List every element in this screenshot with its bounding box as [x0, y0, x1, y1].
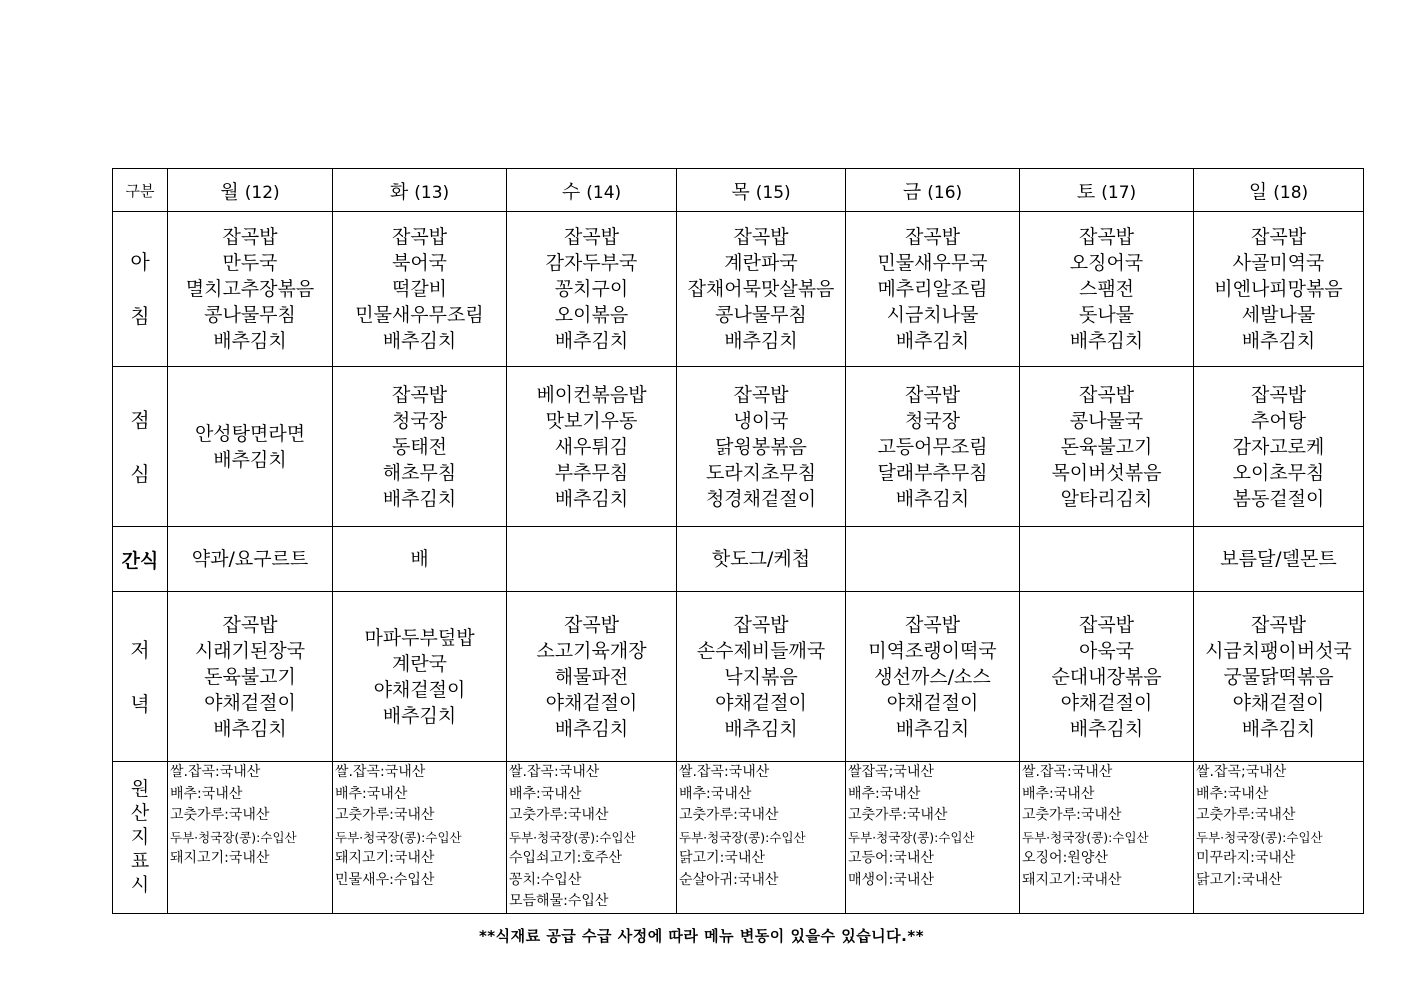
menu-item: 배추김치 [895, 330, 970, 352]
origin-entry: 매생이:국내산 [848, 871, 934, 888]
origin-entry: 닭고기:국내산 [1196, 871, 1282, 888]
origin-entry: 배추:국내산 [848, 785, 921, 802]
day-name: 화 [389, 180, 409, 203]
header-day-mon [168, 169, 333, 212]
menu-item: 손수제비들깨국 [696, 639, 826, 662]
menu-item: 청경채겉절이 [705, 487, 817, 510]
origin-entry: 수입쇠고기:호주산 [509, 850, 622, 866]
menu-item: 봄동겉절이 [1232, 487, 1325, 510]
origin-entry: 쌀.잡곡:국내산 [1022, 764, 1113, 780]
lunch-cell-wed [507, 367, 677, 527]
origin-cell-tue [333, 762, 507, 914]
menu-item: 새우튀김 [554, 435, 629, 458]
menu-item: 메추리알조림 [877, 278, 988, 300]
day-name: 금 [902, 180, 922, 203]
label-char: 침 [130, 304, 150, 328]
breakfast-cell-fri [846, 212, 1020, 367]
menu-item: 오이볶음 [554, 304, 629, 326]
dinner-cell-sat [1020, 592, 1194, 762]
menu-item: 배추김치 [554, 717, 629, 740]
day-date: (15) [755, 182, 791, 203]
menu-item: 마파두부덮밥 [364, 626, 475, 649]
lunch-cell-mon [168, 367, 333, 527]
menu-item: 배추김치 [895, 717, 970, 740]
menu-item: 시래기된장국 [194, 639, 306, 662]
header-row [113, 169, 1364, 212]
menu-item: 계란국 [391, 652, 448, 675]
origin-entry: 두부·청국장(콩):수입산 [679, 829, 806, 845]
label-char: 시 [130, 874, 150, 897]
origin-entry: 고춧가루:국내산 [1196, 807, 1296, 823]
breakfast-cell-tue [333, 212, 507, 367]
menu-item: 베이컨볶음밥 [536, 383, 647, 406]
header-day-sun [1194, 169, 1364, 212]
origin-entry: 두부·청국장(콩):수입산 [848, 829, 975, 845]
menu-item: 오이초무침 [1232, 461, 1325, 484]
origin-label [113, 762, 168, 914]
menu-item: 잡곡밥 [222, 613, 278, 636]
menu-item: 배추김치 [1069, 330, 1144, 352]
menu-item: 생선까스/소스 [874, 665, 991, 688]
breakfast-cell-sun [1194, 212, 1364, 367]
menu-item: 배추김치 [724, 717, 798, 740]
menu-item: 아욱국 [1078, 639, 1135, 662]
menu-item: 배추김치 [1069, 717, 1144, 740]
origin-entry: 쌀.잡곡:국내산 [170, 764, 261, 780]
menu-item: 부추무침 [554, 461, 629, 484]
snack-cell-sun: 보름달/델몬트 [1194, 527, 1364, 592]
lunch-label [113, 367, 168, 527]
menu-item: 배추김치 [895, 487, 970, 510]
day-name: 월 [220, 180, 239, 203]
origin-entry: 두부·청국장(콩):수입산 [1196, 829, 1323, 845]
breakfast-label [113, 212, 168, 367]
label-char: 아 [130, 250, 150, 274]
menu-item: 콩나물무침 [204, 304, 296, 326]
menu-item: 배추김치 [382, 487, 457, 510]
dinner-row [113, 592, 1364, 762]
menu-item: 청국장 [904, 409, 961, 432]
menu-item: 잡곡밥 [904, 383, 961, 406]
origin-entry: 두부·청국장(콩):수입산 [1022, 829, 1149, 845]
menu-item: 야채겉절이 [715, 691, 807, 714]
menu-item: 배추김치 [554, 487, 629, 510]
menu-item: 멸치고추장볶음 [185, 278, 315, 300]
menu-item: 시금치팽이버섯국 [1205, 639, 1352, 662]
origin-entry: 닭고기:국내산 [679, 850, 765, 866]
menu-item: 잡곡밥 [391, 226, 448, 248]
menu-item: 세발나물 [1241, 304, 1316, 326]
origin-entry: 모듬해물:수입산 [509, 893, 609, 909]
label-char: 원 [130, 778, 150, 801]
day-date: (17) [1101, 182, 1137, 203]
menu-item: 야채겉절이 [886, 691, 979, 714]
menu-item: 사골미역국 [1232, 252, 1325, 274]
origin-entry: 배추:국내산 [335, 785, 408, 802]
header-day-tue [333, 169, 507, 212]
snack-row [113, 527, 1364, 592]
origin-entry: 쌀.잡곡:국내산 [335, 764, 426, 780]
label-char: 녁 [130, 691, 150, 716]
origin-entry: 미꾸라지:국내산 [1196, 850, 1296, 866]
dinner-label [113, 592, 168, 762]
menu-item: 잡채어묵맛살볶음 [687, 278, 835, 300]
day-name: 토 [1076, 180, 1096, 203]
dinner-cell-mon [168, 592, 333, 762]
day-date: (14) [586, 182, 622, 203]
menu-item: 북어국 [391, 252, 448, 274]
day-date: (16) [927, 182, 963, 203]
menu-item: 해초무침 [382, 461, 457, 484]
dinner-cell-tue [333, 592, 507, 762]
lunch-cell-fri [846, 367, 1020, 527]
menu-item: 배추김치 [213, 448, 287, 471]
menu-item: 잡곡밥 [1078, 226, 1135, 248]
menu-item: 오징어국 [1069, 252, 1144, 274]
menu-item: 도라지초무침 [705, 461, 817, 484]
day-date: (12) [244, 182, 280, 203]
menu-item: 안성탕면라면 [194, 422, 306, 445]
menu-item: 잡곡밥 [391, 383, 448, 406]
lunch-cell-tue [333, 367, 507, 527]
menu-item: 스팸전 [1078, 278, 1135, 300]
header-day-thu [677, 169, 846, 212]
snack-cell-wed [507, 527, 677, 592]
menu-item: 만두국 [222, 252, 278, 274]
menu-item: 궁물닭떡볶음 [1223, 665, 1334, 688]
menu-item: 계란파국 [724, 252, 798, 274]
menu-item: 배추김치 [213, 330, 287, 352]
origin-entry: 쌀잡곡;국내산 [848, 764, 934, 780]
breakfast-row [113, 212, 1364, 367]
menu-item: 비엔나피망볶음 [1214, 278, 1343, 300]
lunch-row [113, 367, 1364, 527]
menu-item: 달래부추무침 [877, 461, 988, 484]
menu-item: 잡곡밥 [1078, 613, 1135, 636]
origin-entry: 오징어:원양산 [1022, 850, 1108, 866]
menu-item: 잡곡밥 [1250, 226, 1307, 248]
dinner-cell-sun [1194, 592, 1364, 762]
menu-item: 콩나물무침 [715, 304, 807, 326]
meal-menu-table [112, 168, 1364, 914]
day-name: 일 [1248, 180, 1268, 203]
menu-item: 콩나물국 [1069, 409, 1144, 432]
breakfast-cell-sat [1020, 212, 1194, 367]
menu-item: 순대내장볶음 [1051, 665, 1162, 688]
header-day-sat [1020, 169, 1194, 212]
menu-item: 떡갈비 [391, 278, 448, 300]
menu-item: 동태전 [391, 435, 448, 458]
origin-entry: 고춧가루:국내산 [848, 807, 948, 823]
menu-item: 야채겉절이 [204, 691, 296, 714]
menu-item: 미역조랭이떡국 [868, 639, 997, 662]
origin-cell-thu [677, 762, 846, 914]
dinner-cell-wed [507, 592, 677, 762]
origin-entry: 순살아귀:국내산 [679, 871, 779, 888]
label-char: 심 [130, 461, 150, 486]
menu-item: 배추김치 [213, 717, 287, 740]
origin-entry: 두부·청국장(콩):수입산 [335, 829, 462, 845]
menu-item: 잡곡밥 [904, 226, 961, 248]
menu-item: 해물파전 [554, 665, 629, 688]
snack-cell-mon: 약과/요구르트 [168, 527, 333, 592]
origin-entry: 돼지고기:국내산 [335, 850, 435, 866]
snack-cell-fri [846, 527, 1020, 592]
menu-item: 배추김치 [724, 330, 798, 352]
menu-item: 야채겉절이 [1060, 691, 1153, 714]
origin-entry: 배추:국내산 [679, 785, 752, 802]
menu-item: 알타리김치 [1060, 487, 1153, 510]
origin-entry: 두부·청국장(콩):수입산 [170, 829, 297, 845]
menu-item: 야채겉절이 [373, 678, 466, 701]
origin-cell-sun [1194, 762, 1364, 914]
menu-item: 돈육불고기 [204, 665, 296, 688]
origin-entry: 고등어:국내산 [848, 850, 934, 866]
origin-row [113, 762, 1364, 914]
origin-entry: 고춧가루:국내산 [679, 807, 779, 823]
snack-label: 간식 [113, 527, 168, 592]
day-name: 목 [731, 180, 750, 203]
origin-cell-sat [1020, 762, 1194, 914]
menu-item: 배추김치 [554, 330, 629, 352]
header-day-fri [846, 169, 1020, 212]
menu-item: 감자고로케 [1232, 435, 1325, 458]
origin-entry: 배추:국내산 [1022, 785, 1095, 802]
menu-item: 야채겉절이 [1232, 691, 1325, 714]
menu-item: 잡곡밥 [733, 226, 789, 248]
breakfast-cell-wed [507, 212, 677, 367]
lunch-cell-sun [1194, 367, 1364, 527]
origin-entry: 고춧가루:국내산 [1022, 807, 1122, 823]
menu-item: 꽁치구이 [554, 278, 629, 300]
origin-cell-fri [846, 762, 1020, 914]
menu-item: 감자두부국 [545, 252, 638, 274]
origin-entry: 쌀.잡곡:국내산 [509, 764, 600, 780]
menu-item: 잡곡밥 [563, 226, 620, 248]
origin-entry: 두부·청국장(콩):수입산 [509, 829, 636, 845]
menu-item: 잡곡밥 [222, 226, 278, 248]
origin-cell-wed [507, 762, 677, 914]
origin-entry: 고춧가루:국내산 [509, 807, 609, 823]
menu-item: 목이버섯볶음 [1051, 461, 1162, 484]
menu-item: 민물새우무조림 [355, 304, 484, 326]
menu-item: 잡곡밥 [1078, 383, 1135, 406]
dinner-cell-fri [846, 592, 1020, 762]
menu-item: 닭윙봉볶음 [715, 435, 807, 458]
origin-cell-mon [168, 762, 333, 914]
snack-cell-sat [1020, 527, 1194, 592]
menu-item: 배추김치 [382, 704, 457, 727]
origin-entry: 꽁치:수입산 [509, 871, 582, 888]
menu-item: 잡곡밥 [563, 613, 620, 636]
label-char: 지 [130, 826, 150, 849]
day-date: (13) [414, 182, 450, 203]
label-char: 저 [130, 637, 150, 662]
menu-item: 배추김치 [1241, 330, 1316, 352]
origin-entry: 배추:국내산 [170, 785, 243, 802]
origin-entry: 배추:국내산 [1196, 785, 1269, 802]
menu-item: 잡곡밥 [733, 383, 789, 406]
header-day-wed [507, 169, 677, 212]
breakfast-cell-mon [168, 212, 333, 367]
menu-item: 고등어무조림 [877, 435, 988, 458]
origin-entry: 쌀.잡곡;국내산 [1196, 764, 1287, 780]
menu-item: 소고기육개장 [536, 639, 647, 662]
day-name: 수 [561, 180, 581, 203]
origin-entry: 민물새우:수입산 [335, 871, 435, 888]
lunch-cell-sat [1020, 367, 1194, 527]
origin-entry: 고춧가루:국내산 [335, 807, 435, 823]
origin-entry: 고춧가루:국내산 [170, 807, 270, 823]
breakfast-cell-thu [677, 212, 846, 367]
menu-item: 야채겉절이 [545, 691, 638, 714]
origin-entry: 돼지고기:국내산 [1022, 871, 1122, 888]
menu-item: 배추김치 [1241, 717, 1316, 740]
dinner-cell-thu [677, 592, 846, 762]
menu-item: 잡곡밥 [1250, 383, 1307, 406]
menu-item: 돗나물 [1078, 304, 1135, 326]
menu-item: 낙지볶음 [724, 665, 798, 688]
menu-item: 냉이국 [733, 409, 789, 432]
menu-item: 민물새우무국 [877, 252, 988, 274]
label-char: 표 [130, 850, 150, 873]
origin-entry: 쌀.잡곡:국내산 [679, 764, 770, 780]
label-char: 산 [130, 802, 150, 825]
label-char: 점 [130, 407, 150, 432]
menu-item: 맛보기우동 [545, 409, 638, 432]
snack-cell-thu: 핫도그/케첩 [677, 527, 846, 592]
menu-item: 시금치나물 [886, 304, 979, 326]
lunch-cell-thu [677, 367, 846, 527]
menu-item: 돈육불고기 [1060, 435, 1153, 458]
origin-entry: 배추:국내산 [509, 785, 582, 802]
menu-item: 잡곡밥 [733, 613, 789, 636]
day-date: (18) [1273, 182, 1309, 203]
menu-item: 잡곡밥 [904, 613, 961, 636]
menu-item: 잡곡밥 [1250, 613, 1307, 636]
menu-item: 추어탕 [1250, 409, 1307, 432]
menu-change-notice: **식재료 공급 수급 사정에 따라 메뉴 변동이 있을수 있습니다.** [478, 927, 925, 945]
menu-item: 배추김치 [382, 330, 457, 352]
origin-entry: 돼지고기:국내산 [170, 850, 270, 866]
snack-cell-tue: 배 [333, 527, 507, 592]
header-corner: 구분 [113, 169, 168, 212]
menu-item: 청국장 [391, 409, 448, 432]
